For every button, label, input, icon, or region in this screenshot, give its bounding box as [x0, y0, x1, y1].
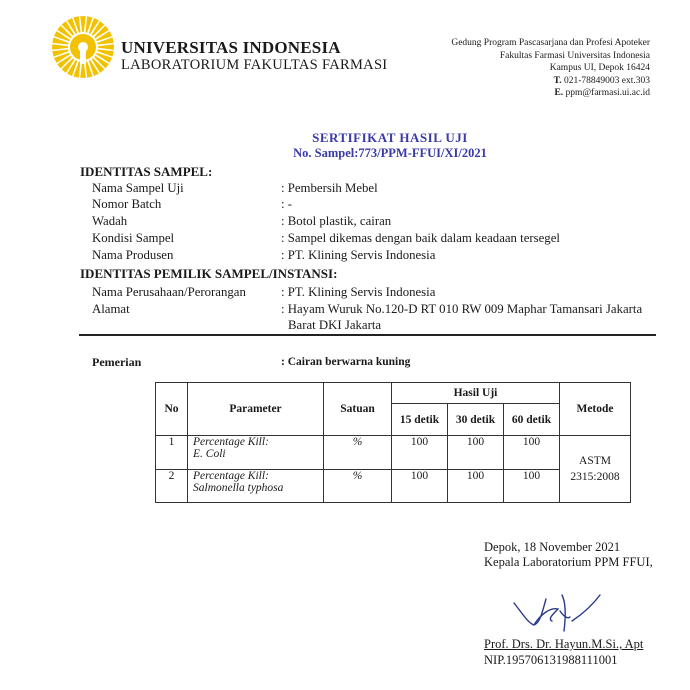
method-line-2: 2315:2008 [570, 471, 620, 483]
table-row [156, 470, 631, 503]
row-no: 2 [156, 470, 188, 503]
email-label: E. [554, 88, 564, 98]
row-unit: % [324, 470, 392, 503]
signer-name: Prof. Drs. Dr. Hayun.M.Si., Apt [484, 637, 644, 651]
container-value: : Botol plastik, cairan [281, 214, 392, 228]
appearance-label: Pemerian [92, 355, 142, 369]
batch-number-label: Nomor Batch [92, 197, 162, 211]
method-cell [560, 436, 631, 503]
sample-condition-value: : Sampel dikemas dengan baik dalam keadaan tersegel [281, 231, 560, 245]
method-line-1: ASTM [579, 455, 611, 467]
university-name: UNIVERSITAS INDONESIA [121, 38, 341, 57]
address-line-3: Kampus UI, Depok 16424 [549, 63, 650, 73]
address-line-1: Gedung Program Pascasarjana dan Profesi Apoteker [451, 38, 650, 48]
phone-label: T. [553, 75, 562, 86]
address-label: Alamat [92, 302, 130, 316]
certificate-number: No. Sampel:773/PPM-FFUI/XI/2021 [293, 146, 487, 160]
address-value-line2: Barat DKI Jakarta [288, 318, 382, 332]
header-15-seconds: 15 detik [392, 404, 448, 436]
row-parameter [188, 436, 324, 470]
row-result-60: 100 [504, 470, 560, 503]
sample-name-label: Nama Sampel Uji [92, 181, 184, 195]
parameter-line-1: Percentage Kill: [193, 436, 269, 448]
header-30-seconds: 30 detik [448, 404, 504, 436]
handwritten-signature [500, 573, 610, 635]
header-60-seconds: 60 detik [504, 404, 560, 436]
row-result-60: 100 [504, 436, 560, 470]
table-row [156, 436, 631, 470]
header-test-results: Hasil Uji [392, 383, 560, 404]
header-address [451, 37, 650, 100]
certificate-title: SERTIFIKAT HASIL UJI [312, 130, 468, 145]
address-value-line1: : Hayam Wuruk No.120-D RT 010 RW 009 Maphar Tamansari Jakarta [281, 302, 643, 316]
row-no: 1 [156, 436, 188, 470]
owner-identity-heading: IDENTITAS PEMILIK SAMPEL/INSTANSI: [80, 266, 338, 281]
parameter-line-1: Percentage Kill: [193, 470, 269, 482]
university-logo [50, 14, 116, 80]
row-result-30: 100 [448, 470, 504, 503]
address-email [451, 87, 650, 100]
sample-name-value: : Pembersih Mebel [281, 181, 378, 195]
place-date: Depok, 18 November 2021 [484, 540, 621, 554]
batch-number-value: : - [281, 197, 293, 211]
company-label: Nama Perusahaan/Perorangan [92, 285, 246, 299]
header-method: Metode [560, 383, 631, 436]
parameter-line-2: E. Coli [193, 448, 226, 460]
appearance-value: : Cairan berwarna kuning [281, 356, 411, 368]
section-divider [79, 334, 656, 336]
signer-nip: NIP.195706131988111001 [484, 653, 618, 667]
header-parameter: Parameter [188, 383, 324, 436]
signer-position: Kepala Laboratorium PPM FFUI, [484, 555, 653, 569]
email-value: ppm@farmasi.ui.ac.id [565, 88, 650, 98]
row-parameter [188, 470, 324, 503]
container-label: Wadah [92, 214, 128, 228]
row-result-30: 100 [448, 436, 504, 470]
phone-value: 021-78849003 ext.303 [563, 75, 650, 86]
laboratory-name: LABORATORIUM FAKULTAS FARMASI [121, 57, 388, 73]
sample-condition-label: Kondisi Sampel [92, 231, 175, 245]
header-no: No [156, 383, 188, 436]
row-unit: % [324, 436, 392, 470]
row-result-15: 100 [392, 436, 448, 470]
sample-identity-heading: IDENTITAS SAMPEL: [80, 164, 213, 179]
address-line-2: Fakultas Farmasi Universitas Indonesia [499, 50, 650, 61]
address-phone [451, 75, 650, 88]
producer-label: Nama Produsen [92, 248, 174, 262]
producer-value: : PT. Klining Servis Indonesia [281, 248, 436, 262]
company-value: : PT. Klining Servis Indonesia [281, 285, 436, 299]
header-unit: Satuan [324, 383, 392, 436]
parameter-line-2: Salmonella typhosa [193, 482, 284, 494]
row-result-15: 100 [392, 470, 448, 503]
results-table [155, 382, 631, 503]
